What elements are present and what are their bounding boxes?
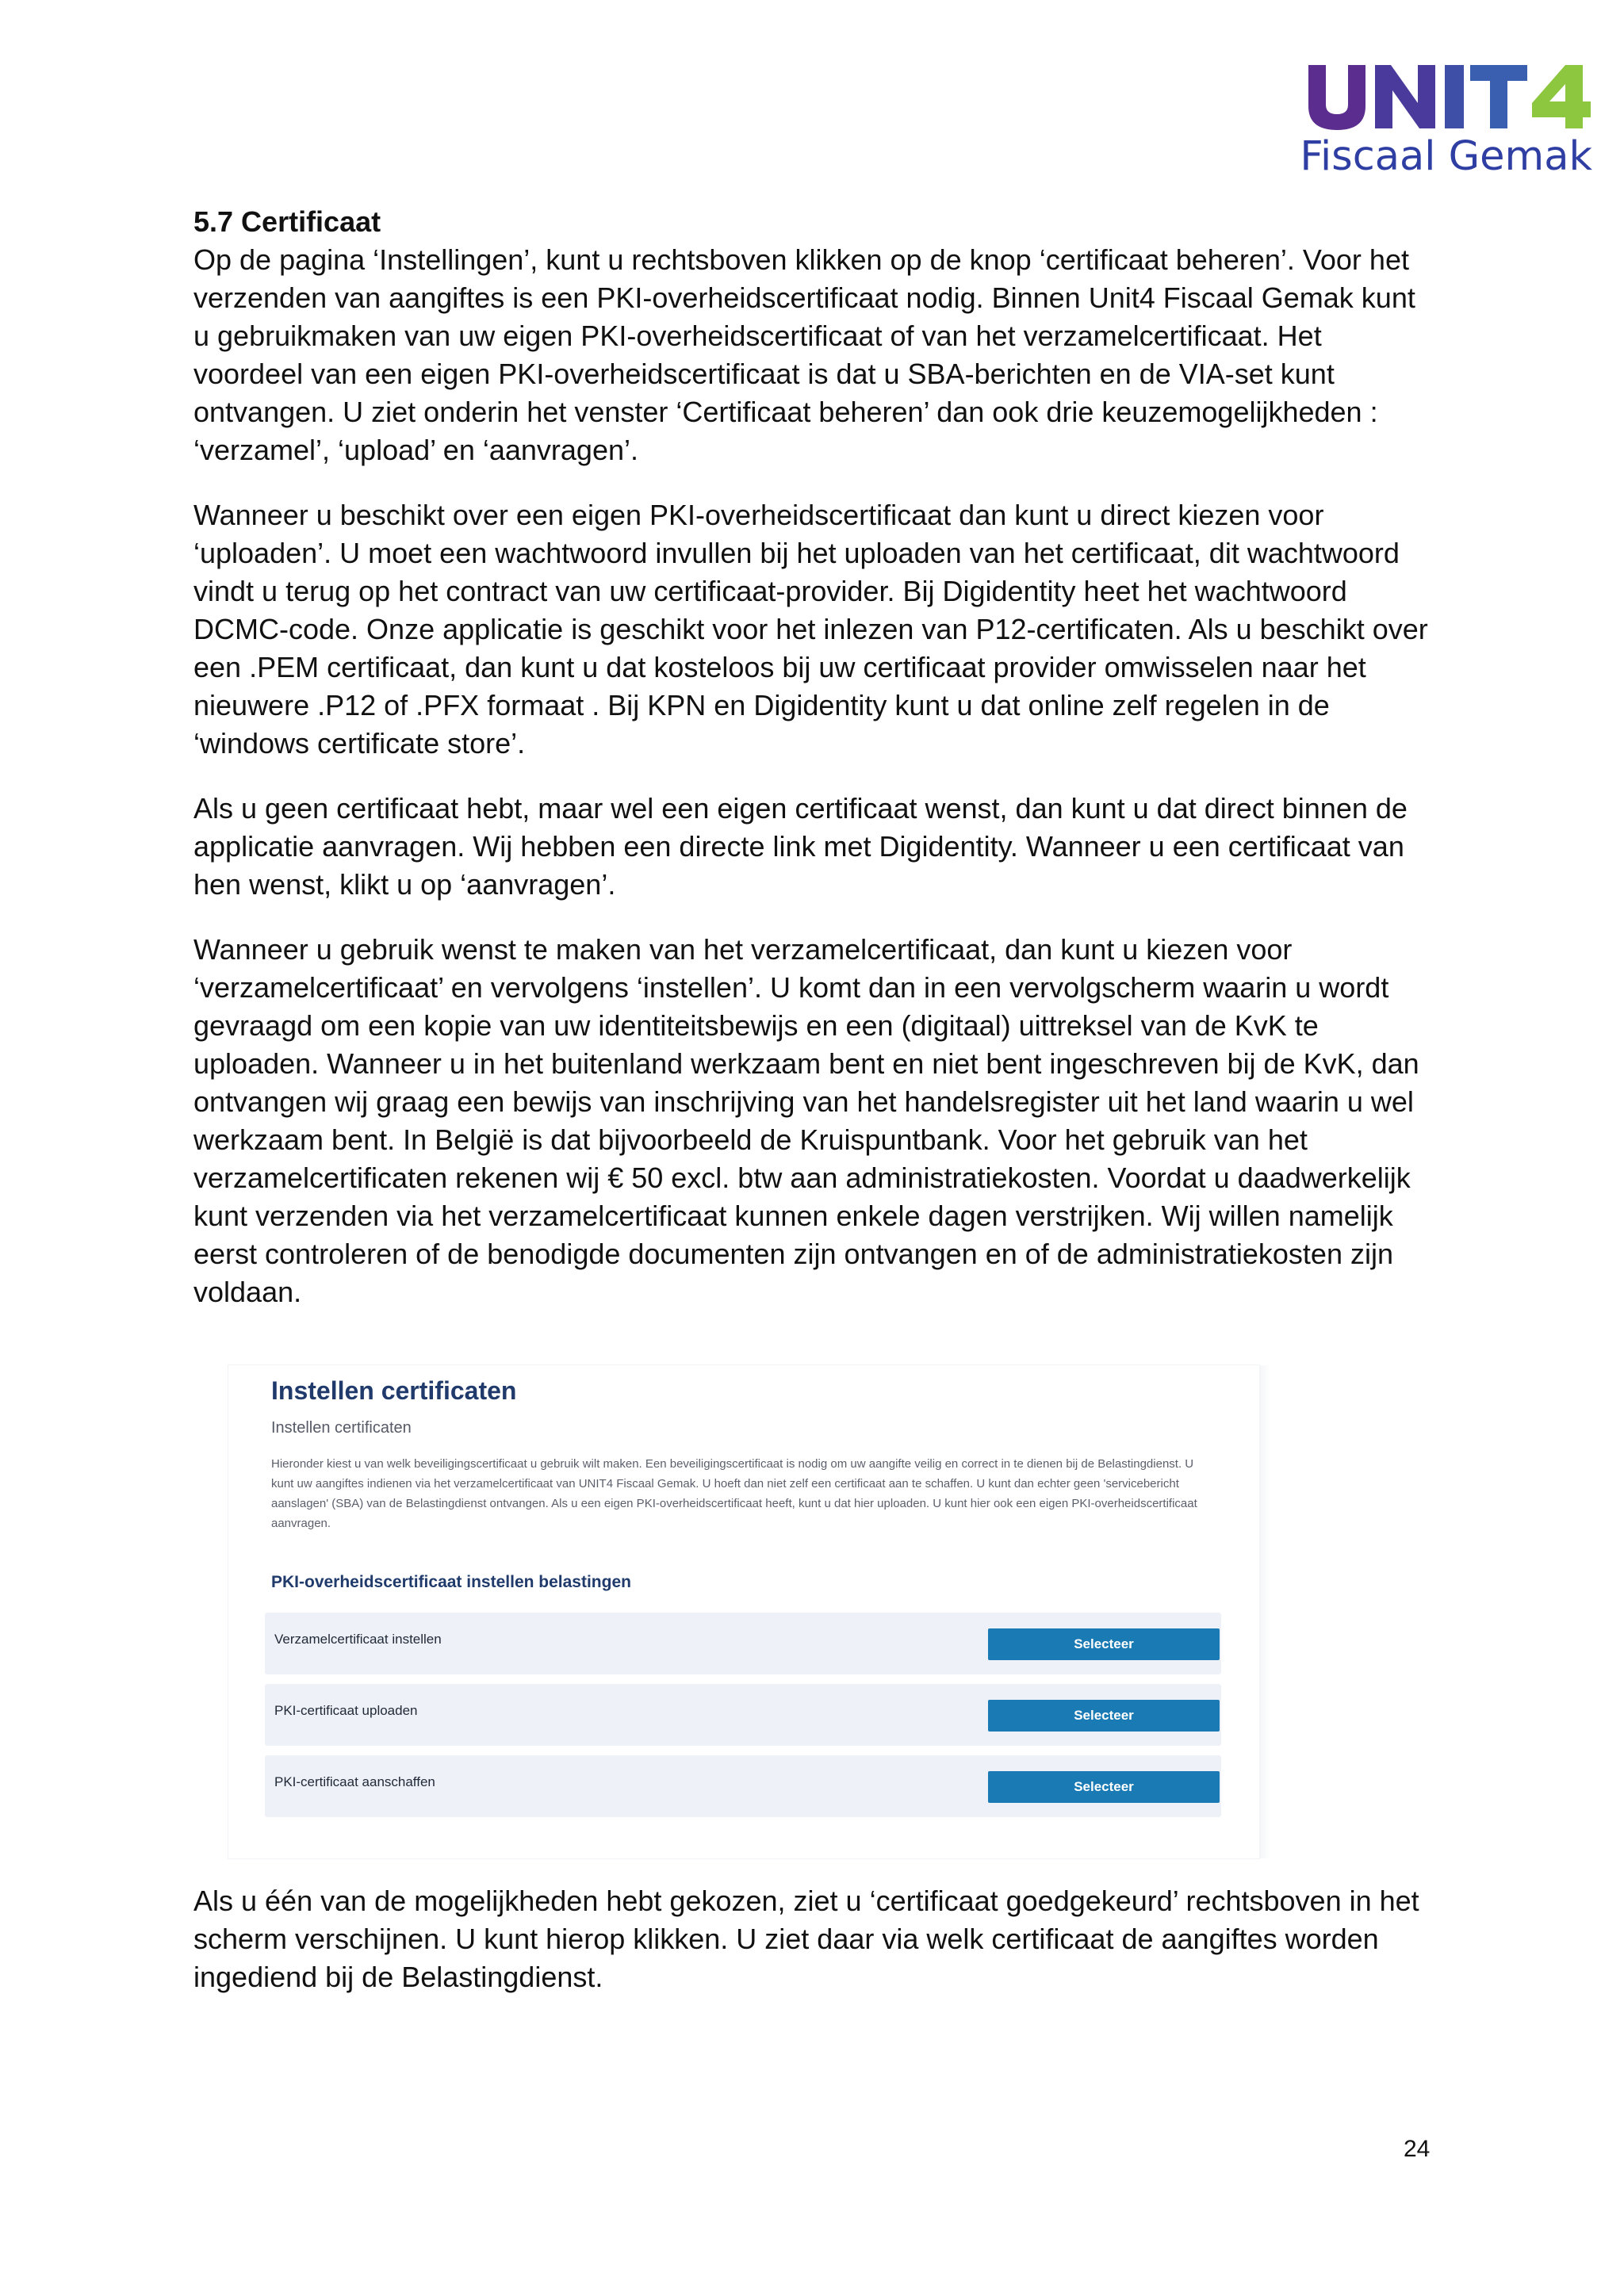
screenshot-subtitle: Instellen certificaten — [271, 1419, 412, 1437]
select-verzamelcertificaat-button[interactable]: Selecteer — [988, 1628, 1220, 1660]
closing-paragraph: Als u één van de mogelijkheden hebt gekozen, ziet u ‘certificaat goedgekeurd’ rechtsboven in het scherm verschijnen. U kunt hierop klikken. U ziet daar via welk certificaat de aangiftes worden ingediend bij de Belastingdienst. — [193, 1885, 1419, 1993]
page-number: 24 — [1404, 2136, 1431, 2162]
option-row-pki-upload — [265, 1684, 1221, 1746]
certificate-settings-screenshot — [228, 1365, 1259, 1858]
option-label: PKI-certificaat aanschaffen — [274, 1774, 435, 1789]
option-row-verzamelcertificaat — [265, 1613, 1221, 1674]
unit4-wordmark — [1291, 59, 1592, 135]
logo-subtitle: Fiscaal Gemak — [1300, 133, 1592, 180]
closing-content — [193, 1882, 1431, 2023]
paragraph: Wanneer u beschikt over een eigen PKI-overheidscertificaat dan kunt u direct kiezen voor ‘uploaden’. U moet een wachtwoord invullen bij het uploaden van het certificaat, dit wachtwoord vindt u terug op het contract van uw certificaat-provider. Bij Digidentity heet het wachtwoord DCMC-code. Onze applicatie is geschikt voor het inlezen van P12-certificaten. Als u beschikt over een .PEM certificaat, dan kunt u dat kosteloos bij uw certificaat provider omwisselen naar het nieuwere .P12 of .PFX formaat . Bij KPN en Digidentity kunt u dat online zelf regelen in de ‘windows certificate store’. — [193, 499, 1428, 760]
section-title: 5.7 Certificaat — [193, 205, 381, 238]
paragraph: Wanneer u gebruik wenst te maken van het verzamelcertificaat, dan kunt u kiezen voor ‘verzamelcertificaat’ en vervolgens ‘instellen’. U komt dan in een vervolgscherm waarin u wordt gevraagd om een kopie van uw identiteitsbewijs en een (digitaal) uittreksel van de KvK te uploaden. Wanneer u in het buitenland werkzaam bent en niet bent ingeschreven bij de KvK, dan ontvangen wij graag een bewijs van inschrijving van het handelsregister uit het land waarin u wel werkzaam bent. In België is dat bijvoorbeeld de Kruispuntbank. Voor het gebruik van het verzamelcertificaten rekenen wij € 50 excl. btw aan administratiekosten. Voordat u daadwerkelijk kunt verzenden via het verzamelcertificaat kunnen enkele dagen verstrijken. Wij willen namelijk eerst controleren of de benodigde documenten zijn ontvangen en of de administratiekosten zijn voldaan. — [193, 933, 1419, 1308]
section-content — [193, 203, 1431, 1338]
screenshot-description: Hieronder kiest u van welk beveiligingscertificaat u gebruik wilt maken. Een beveiligingscertificaat is nodig om uw aangifte veilig en correct in te dienen bij de Belastingdienst. U kunt uw aangiftes indienen via het verzamelcertificaat van UNIT4 Fiscaal Gemak. U hoeft dan niet zelf een certificaat aan te schaffen. U kunt dan echter geen 'servicebericht aanslagen' (SBA) van de Belastingdienst ontvangen. Als u een eigen PKI-overheidscertificaat heeft, kunt u dat hier uploaden. U kunt hier ook een eigen PKI-overheidscertificaat aanvragen. — [271, 1457, 1197, 1530]
option-row-pki-aanschaffen — [265, 1755, 1221, 1817]
option-label: PKI-certificaat uploaden — [274, 1703, 418, 1718]
paragraph: Als u geen certificaat hebt, maar wel een eigen certificaat wenst, dan kunt u dat direct binnen de applicatie aanvragen. Wij hebben een directe link met Digidentity. Wanneer u een certificaat van hen wenst, klikt u op ‘aanvragen’. — [193, 792, 1408, 901]
select-pki-aanschaffen-button[interactable]: Selecteer — [988, 1771, 1220, 1803]
select-pki-upload-button[interactable]: Selecteer — [988, 1700, 1220, 1732]
screenshot-title: Instellen certificaten — [271, 1376, 517, 1405]
screenshot-section-title: PKI-overheidscertificaat instellen belastingen — [271, 1573, 631, 1591]
option-label: Verzamelcertificaat instellen — [274, 1632, 442, 1647]
paragraph: Op de pagina ‘Instellingen’, kunt u rechtsboven klikken op de knop ‘certificaat beheren’. Voor het verzenden van aangiftes is een PKI-overheidscertificaat nodig. Binnen Unit4 Fiscaal Gemak kunt u gebruikmaken van uw eigen PKI-overheidscertificaat of van het verzamelcertificaat. Het voordeel van een eigen PKI-overheidscertificaat is dat u SBA-berichten en de VIA-set kunt ontvangen. U ziet onderin het venster ‘Certificaat beheren’ dan ook drie keuzemogelijkheden : ‘verzamel’, ‘upload’ en ‘aanvragen’. — [193, 243, 1415, 466]
unit4-logo — [1291, 59, 1592, 178]
